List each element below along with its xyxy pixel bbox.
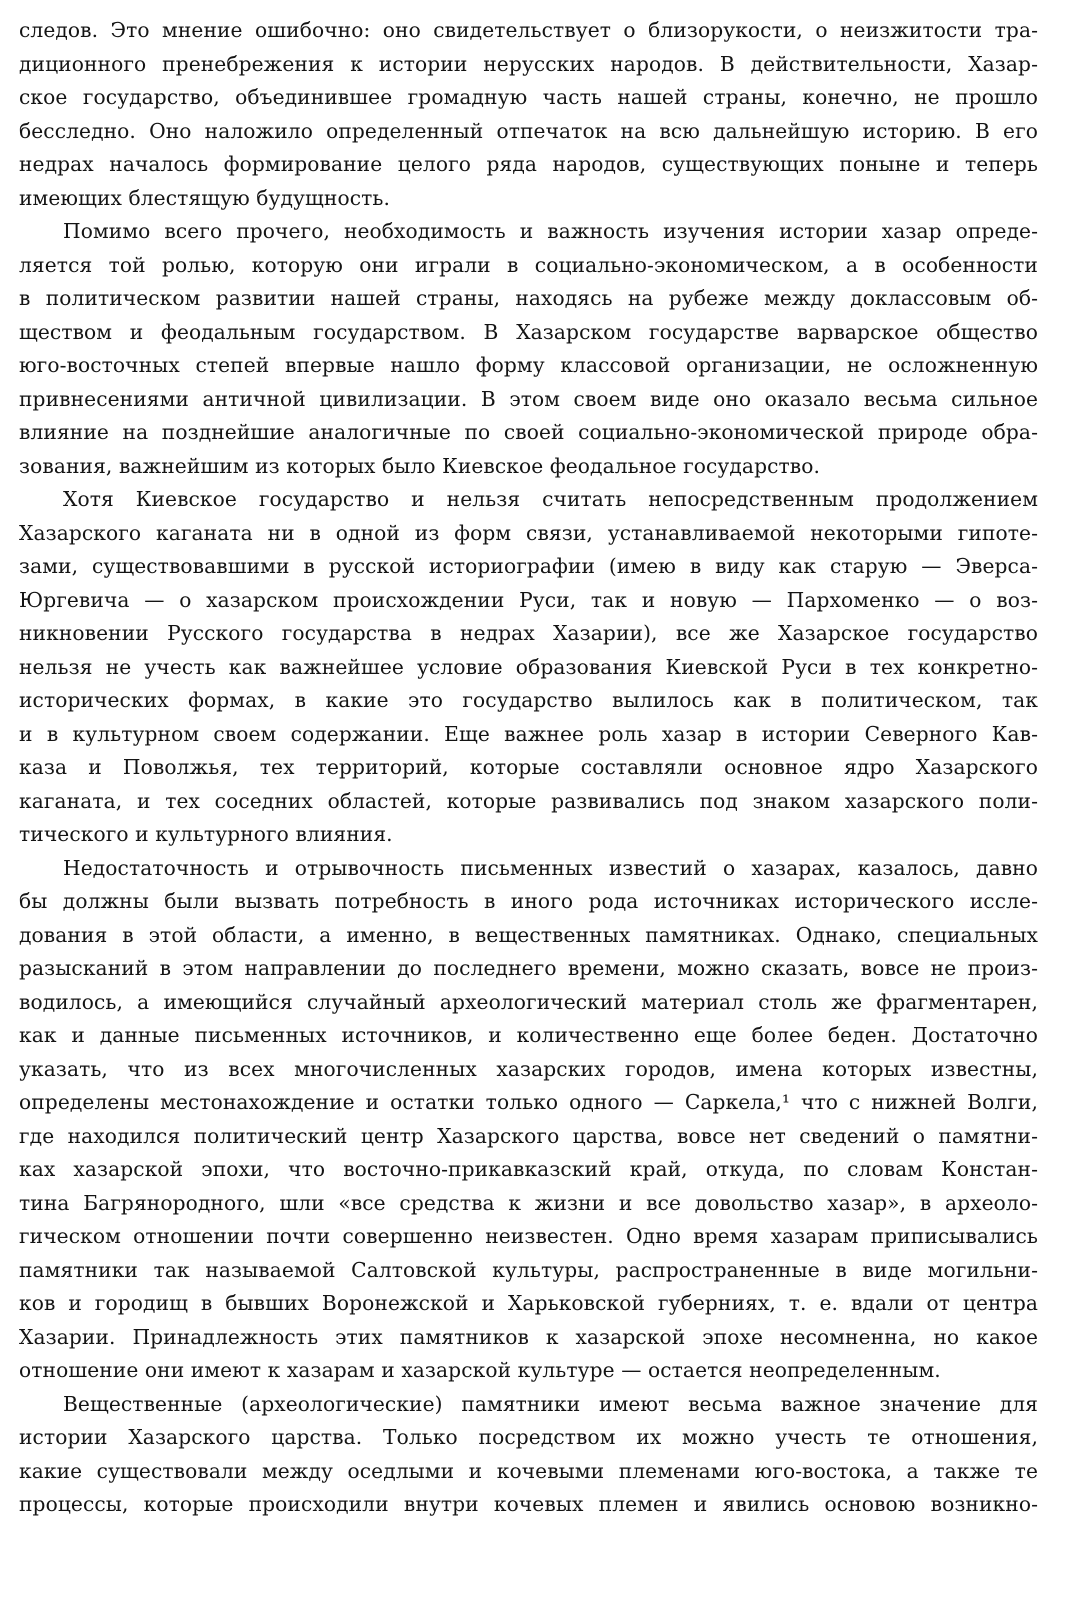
text-line: следов. Это мнение ошибочно: оно свидетельствует о близорукости, о неизжитости тра- xyxy=(19,18,1038,42)
text-line: как и данные письменных источников, и количественно еще более беден. Достаточно xyxy=(19,1023,1038,1047)
text-line-with-footnote: определены местонахождение и остатки только одного — Саркела,¹ что с нижней Волги, xyxy=(19,1090,1038,1114)
text-line: Хазарии. Принадлежность этих памятников к хазарской эпохе несомненна, но какое xyxy=(19,1324,1038,1349)
text-line: и в культурном своем содержании. Еще важнее роль хазар в истории Северного Кав- xyxy=(19,721,1038,746)
text-line: никновении Русского государства в недрах Хазарии), все же Хазарское государство xyxy=(19,621,1038,645)
text-line: ляется той ролью, которую они играли в социально-экономическом, а в особенности xyxy=(19,252,1038,277)
text-line: дования в этой области, а именно, в вещественных памятниках. Однако, специальных xyxy=(19,922,1038,947)
paragraph xyxy=(19,1388,1038,1522)
document-page xyxy=(19,14,1038,1522)
text-line: зами, существовавшими в русской историографии (имею в виду как старую — Эверса- xyxy=(19,554,1038,578)
text-line: истории Хазарского царства. Только посредством их можно учесть те отношения, xyxy=(19,1425,1038,1449)
text-line: ках хазарской эпохи, что восточно-прикавказский край, откуда, по словам Констан- xyxy=(19,1157,1038,1181)
text-line: привнесениями античной цивилизации. В этом своем виде оно оказало весьма сильное xyxy=(19,386,1038,411)
text-line: имеющих блестящую будущность. xyxy=(19,185,390,210)
text-line: ское государство, объединившее громадную часть нашей страны, конечно, не прошло xyxy=(19,85,1038,109)
text-line: зования, важнейшим из которых было Киевское феодальное государство. xyxy=(19,453,821,478)
text-line: какие существовали между оседлыми и кочевыми племенами юго-востока, а также те xyxy=(19,1458,1038,1483)
text-line: диционного пренебрежения к истории нерусских народов. В действительности, Хазар- xyxy=(19,51,1038,76)
text-line: памятники так называемой Салтовской культуры, распространенные в виде могильни- xyxy=(19,1257,1038,1282)
text-line: Недостаточность и отрывочность письменных известий о хазарах, казалось, давно xyxy=(63,855,1038,880)
text-line: где находился политический центр Хазарского царства, вовсе нет сведений о памятни- xyxy=(19,1123,1038,1148)
text-line: юго-восточных степей впервые нашло форму классовой организации, не осложненную xyxy=(19,353,1038,377)
text-line: бы должны были вызвать потребность в иного рода источниках исторического иссле- xyxy=(19,889,1038,913)
text-line: указать, что из всех многочисленных хазарских городов, имена которых известны, xyxy=(19,1056,1038,1081)
text-line: Помимо всего прочего, необходимость и важность изучения истории хазар опреде- xyxy=(63,219,1038,243)
paragraph xyxy=(19,852,1038,1388)
text-line: процессы, которые происходили внутри кочевых племен и явились основою возникно- xyxy=(19,1492,1038,1516)
text-line: Хазарского каганата ни в одной из форм связи, устанавливаемой некоторыми гипоте- xyxy=(19,520,1038,545)
text-line: Вещественные (археологические) памятники имеют весьма важное значение для xyxy=(63,1391,1038,1416)
text-line: в политическом развитии нашей страны, находясь на рубеже между доклассовым об- xyxy=(19,286,1038,310)
text-line: разысканий в этом направлении до последнего времени, можно сказать, вовсе не произ- xyxy=(19,956,1038,980)
text-line: бесследно. Оно наложило определенный отпечаток на всю дальнейшую историю. В его xyxy=(19,118,1038,143)
paragraph xyxy=(19,14,1038,215)
text-line: отношение они имеют к хазарам и хазарской культуре — остается неопределенным. xyxy=(19,1358,941,1382)
text-line: гическом отношении почти совершенно неизвестен. Одно время хазарам приписывались xyxy=(19,1224,1038,1248)
text-line: водилось, а имеющийся случайный археологический материал столь же фрагментарен, xyxy=(19,989,1038,1014)
text-line: ществом и феодальным государством. В Хазарском государстве варварское общество xyxy=(19,319,1038,344)
text-line: тина Багрянородного, шли «все средства к жизни и все довольство хазар», в археоло- xyxy=(19,1190,1038,1215)
text-line: недрах началось формирование целого ряда народов, существующих поныне и теперь xyxy=(19,152,1038,176)
text-line: тического и культурного влияния. xyxy=(19,822,393,846)
text-line: нельзя не учесть как важнейшее условие образования Киевской Руси в тех конкретно- xyxy=(19,654,1038,679)
text-line: Юргевича — о хазарском происхождении Руси, так и новую — Пархоменко — о воз- xyxy=(19,587,1038,612)
text-line: ков и городищ в бывших Воронежской и Харьковской губерниях, т. е. вдали от центра xyxy=(19,1291,1038,1315)
text-line: влияние на позднейшие аналогичные по своей социально-экономической природе обра- xyxy=(19,420,1038,444)
text-line: каза и Поволжья, тех территорий, которые составляли основное ядро Хазарского xyxy=(19,755,1038,779)
text-line: исторических формах, в какие это государство вылилось как в политическом, так xyxy=(19,688,1038,712)
paragraph xyxy=(19,215,1038,483)
text-line: Хотя Киевское государство и нельзя считать непосредственным продолжением xyxy=(63,487,1038,511)
paragraph xyxy=(19,483,1038,852)
text-line: каганата, и тех соседних областей, которые развивались под знаком хазарского поли- xyxy=(19,788,1038,813)
